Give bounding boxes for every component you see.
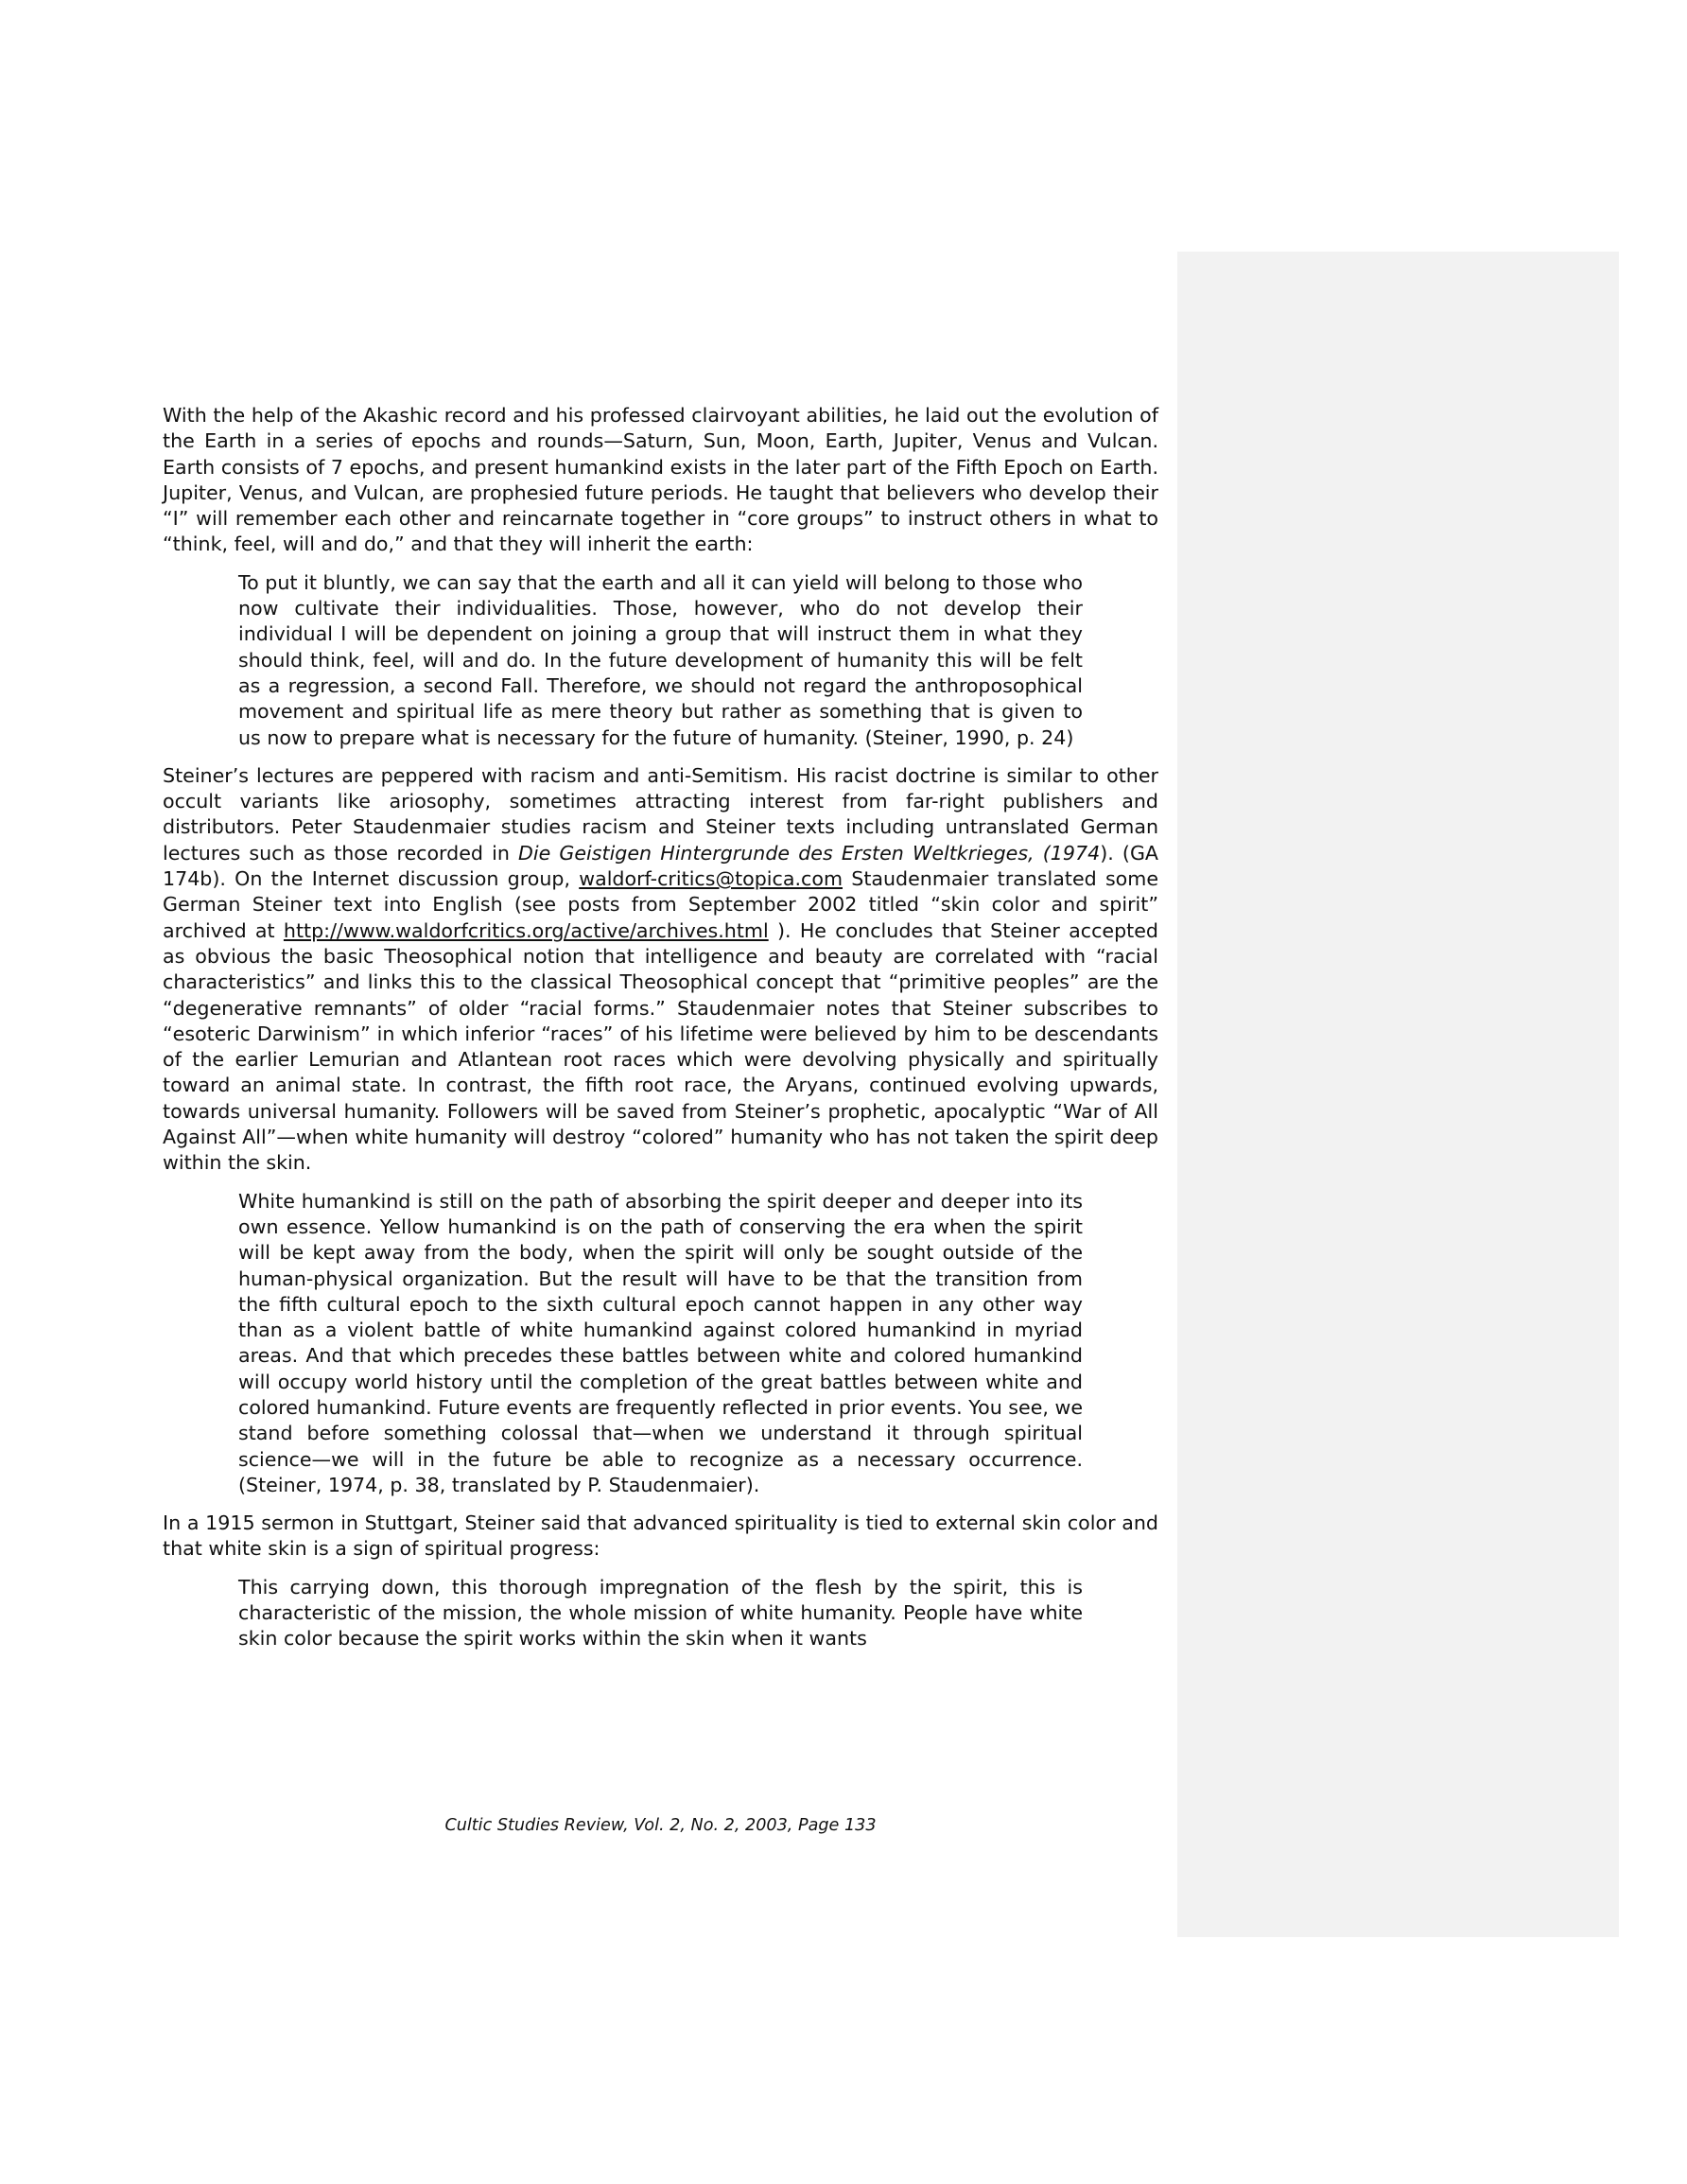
paragraph-akashic-record: With the help of the Akashic record and his professed clairvoyant abilities, he laid out the evolution of the Earth in a series of epochs and rounds—Saturn, Sun, Moon, Earth, Jupiter, Venus and Vulcan. Earth consists of 7 epochs, and present humankind exists in the later part of the Fifth Epoch on Earth. Jupiter, Venus, and Vulcan, are prophesied future periods. He taught that believers who develop their “I” will remember each other and reincarnate together in “core groups” to instruct others in what to “think, feel, will and do,” and that they will inherit the earth: — [163, 404, 1158, 556]
archive-url-link[interactable]: http://www.waldorfcritics.org/active/archives.html — [283, 918, 769, 942]
blockquote-white-humankind: White humankind is still on the path of absorbing the spirit deeper and deeper into its own essence. Yellow humankind is on the path of conserving the era when the spirit will be kept away from the body, when the spirit will only be sought outside of the human-physical organization. But the result will have to be that the transition from the fifth cultural epoch to the sixth cultural epoch cannot happen in any other way than as a violent battle of white humankind against colored humankind in myriad areas. And that which precedes these battles between white and colored humankind will occupy world history until the completion of the great battles between white and colored humankind. Future events are frequently reflected in prior events. You see, we stand before something colossal that—when we understand it through spiritual science—we will in the future be able to recognize as a necessary occurrence. (Steiner, 1974, p. 38, translated by P. Staudenmaier). — [238, 1189, 1083, 1496]
page-footer: Cultic Studies Review, Vol. 2, No. 2, 2003, Page 133 — [444, 1816, 877, 1835]
paragraph-stuttgart-sermon: In a 1915 sermon in Stuttgart, Steiner said that advanced spirituality is tied to external skin color and that white skin is a sign of spiritual progress: — [163, 1511, 1158, 1561]
paragraph-racism-text-1: Steiner’s lectures are peppered with racism and anti-Semitism. His racist doctrine is similar to other occult variants like ariosophy, sometimes attracting interest from far-right publishers and distributors. Peter Staudenmaier studies racism and Steiner texts including untranslated German lectures such as those recorded in — [163, 763, 1158, 865]
book-title: Die Geistigen Hintergrunde des Ersten Weltkrieges, (1974 — [518, 841, 1101, 865]
blockquote-individualities: To put it bluntly, we can say that the earth and all it can yield will belong to those who now cultivate their individualities. Those, however, who do not develop their individual I will be dependent on joining a group that will instruct them in what they should think, feel, will and do. In the future development of humanity this will be felt as a regression, a second Fall. Therefore, we should not regard the anthroposophical movement and spiritual life as mere theory but rather as something that is given to us now to prepare what is necessary for the future of humanity. (Steiner, 1990, p. 24) — [238, 570, 1083, 749]
email-link[interactable]: waldorf-critics@topica.com — [579, 867, 844, 891]
paragraph-racism-text-2: ). (GA 174b). On the Internet discussion group, — [163, 841, 1159, 891]
paragraph-racism-text-4: ). He concludes that Steiner accepted as obvious the basic Theosophical notion that intelligence and beauty are correlated with “racial characteristics” and links this to the classical Theosophical concept that “primitive peoples” are the “degenerative remnants” of older “racial forms.” Staudenmaier notes that Steiner subscribes to “esoteric Darwinism” in which inferior “races” of his lifetime were believed by him to be descendants of the earlier Lemurian and Atlantean root races which were devolving physically and spiritually toward an animal state. In contrast, the fifth root race, the Aryans, continued evolving upwards, towards universal humanity. Followers will be saved from Steiner’s prophetic, apocalyptic “War of All Against All”—when white humanity will destroy “colored” humanity who has not taken the spirit deep within the skin. — [163, 918, 1158, 1175]
paragraph-racism-text-3: Staudenmaier translated some German Steiner text into English (see posts from September 2002 titled “skin color and spirit” archived at — [163, 867, 1159, 942]
blockquote-carrying-down: This carrying down, this thorough impregnation of the flesh by the spirit, this is characteristic of the mission, the whole mission of white humanity. People have white skin color because the spirit works within the skin when it wants — [238, 1575, 1083, 1651]
comment-pane — [1177, 252, 1619, 1937]
paragraph-racism — [163, 763, 1158, 1177]
document-body — [163, 403, 1158, 1665]
